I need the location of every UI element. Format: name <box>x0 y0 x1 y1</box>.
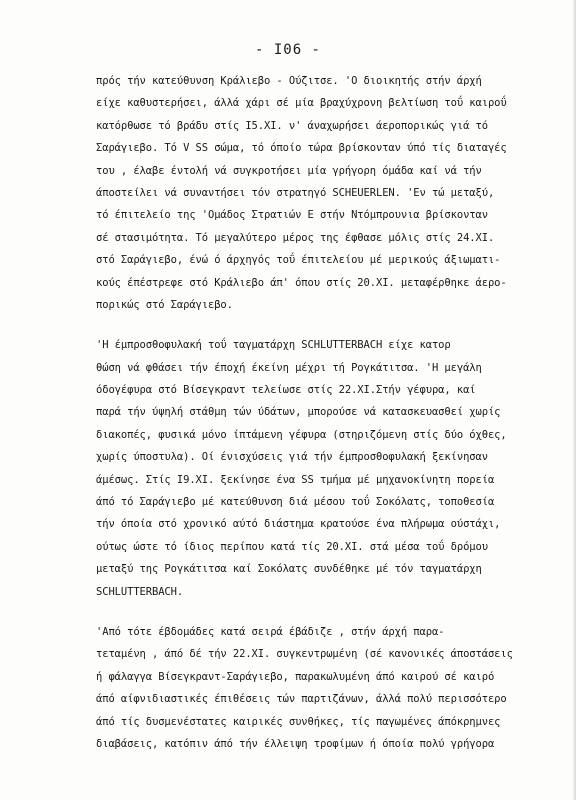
text-line: όδογέφυρα στό Βίσεγκραντ τελείωσε στίς 22.ΧΙ.Στήν γέφυρα, καί <box>96 384 476 397</box>
text-line: χωρίς ύποστυλα). Οί ένισχύσεις γιά τήν έμπροσθοφυλακή ξεκίνησαν <box>96 451 488 464</box>
text-line: άμέσως. Στίς Ι9.ΧΙ. ξεκίνησε ένα SS τμήμα μέ μηχανοκίνητη πορεία <box>96 473 495 486</box>
text-line: ή φάλαγγα Βίσεγκραντ-Σαράγιεβο, παρακωλυμένη άπό καιρού σέ καιρό <box>96 670 495 683</box>
text-line: διαβάσεις, κατόπιν άπό τήν έλλειψη τροφίμων ή όποία πολύ γρήγορα <box>96 737 495 750</box>
text-line: άποστείλει νά συναντήσει τόν στρατηγό SCHEUERLEN. 'Εν τώ μεταξύ, <box>96 186 495 199</box>
text-line: ούτως ώστε τό ίδιος περίπου κατά τίς 20.ΧΙ. στά μέσα τοΰ δρόμου <box>96 540 488 553</box>
text-line: σέ στασιμότητα. Τό μεγαλύτερο μέρος της έφθασε μόλις στίς 24.ΧΙ. <box>96 231 495 244</box>
text-line: του , έλαβε έντολή νά συγκροτήσει μία γρήγορη όμάδα καί νά τήν <box>96 164 482 177</box>
text-line: μεταξύ της Ρογκάτιτσα καί Σοκόλατς συνδέθηκε μέ τόν ταγματάρχη <box>96 563 482 576</box>
text-line: 'Από τότε έβδομάδες κατά σειρά έβάδιζε , στήν άρχή παρα- <box>96 625 445 638</box>
text-line: άπό τό Σαράγιεβο μέ κατεύθυνση διά μέσου τοΰ Σοκόλατς, τοποθεσία <box>96 496 495 509</box>
text-line: στό Σαράγιεβο, ένώ ό άρχηγός τοΰ έπιτελείου μέ μερικούς άξιωματι- <box>96 254 501 267</box>
document-body <box>96 70 566 755</box>
text-line: κατόρθωσε τό βράδυ στίς Ι5.ΧΙ. ν' άναχωρήσει άεροπορικώς γιά τό <box>96 119 488 132</box>
text-line: άπό αίφνιδιαστικές έπιθέσεις τών παρτιζάνων, άλλά πολύ περισσότερο <box>96 693 507 706</box>
paragraph-gap <box>96 603 566 621</box>
text-line: 'Η έμπροσθοφυλακή τοΰ ταγματάρχη SCHLUTTERBACH είχε κατορ <box>96 339 451 352</box>
text-line: θώση νά φθάσει τήν έποχή έκείνη μέχρι τή Ρογκάτιτσα. 'Η μεγάλη <box>96 361 482 374</box>
text-line: τεταμένη , άπό δέ τήν 22.ΧΙ. συγκεντρωμένη (σέ κανονικές άποστάσεις <box>96 648 513 661</box>
text-line: κούς έπέστρεφε στό Κράλιεβο άπ' όπου στίς 20.ΧΙ. μεταφέρθηκε άερο- <box>96 276 507 289</box>
text-line: άπό τίς δυσμενέστατες καιρικές συνθήκες, τίς παγωμένες άπόκρημνες <box>96 715 501 728</box>
paragraph-3 <box>96 621 566 755</box>
paragraph-gap <box>96 316 566 334</box>
text-line: πορικώς στό Σαράγιεβο. <box>96 298 233 311</box>
paragraph-1 <box>96 70 566 316</box>
page-number: - I06 - <box>254 42 321 58</box>
text-line: τό έπιτελείο της 'Ομάδος Στρατιών Ε στήν Ντόμπρουνια βρίσκονταν <box>96 209 488 222</box>
page-edge-shadow <box>572 0 576 800</box>
text-line: SCHLUTTERBACH. <box>96 585 184 598</box>
text-line: τήν όποία στό χρονικό αύτό διάστημα κρατούσε ένα πλήρωμα ούστάχι, <box>96 518 501 531</box>
text-line: Σαράγιεβο. Τό V SS σώμα, τό όποίο τώρα βρίσκονταν ύπό τίς διαταγές <box>96 142 507 155</box>
text-line: παρά τήν ύψηλή στάθμη τών ύδάτων, μπορούσε νά κατασκευασθεί χωρίς <box>96 406 501 419</box>
text-line: διακοπές, φυσικά μόνο ίπτάμενη γέφυρα (στηριζόμενη στίς δύο όχθες, <box>96 428 507 441</box>
paragraph-2 <box>96 334 566 603</box>
text-line: είχε καθυστερήσει, άλλά χάρι σέ μία βραχύχρονη βελτίωση τοΰ καιροΰ <box>96 97 507 110</box>
text-line: πρός τήν κατεύθυνση Κράλιεβο - Ούζιτσε. 'Ο διοικητής στήν άρχή <box>96 75 482 87</box>
